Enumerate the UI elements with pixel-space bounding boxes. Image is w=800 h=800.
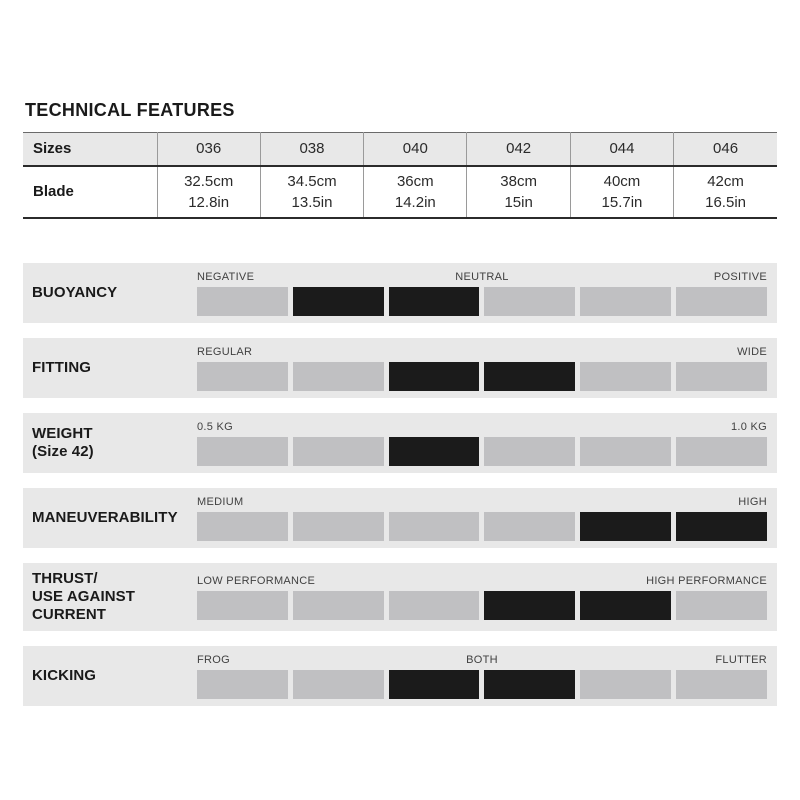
segment-empty <box>293 591 384 620</box>
segment-empty <box>676 362 767 391</box>
blade-row <box>23 166 777 218</box>
segment-empty <box>197 287 288 316</box>
size-cell: 042 <box>467 133 570 166</box>
scale-label-right: POSITIVE <box>713 270 767 283</box>
rating-bar <box>197 362 767 391</box>
blade-in: 13.5in <box>291 193 333 211</box>
segment-filled <box>484 591 575 620</box>
segment-filled <box>389 362 480 391</box>
scale-label-left: MEDIUM <box>197 495 244 508</box>
sizes-row <box>23 133 777 166</box>
blade-in: 16.5in <box>705 193 746 211</box>
size-cell: 046 <box>674 133 777 166</box>
scale-label-center: BOTH <box>466 653 498 666</box>
sizes-row-header: Sizes <box>23 133 157 166</box>
blade-cell <box>260 166 363 218</box>
scale-label-left: FROG <box>197 653 230 666</box>
segment-empty <box>389 591 480 620</box>
size-cell: 040 <box>364 133 467 166</box>
blade-in: 15in <box>504 193 533 211</box>
scale-label-left: LOW PERFORMANCE <box>197 574 316 587</box>
segment-filled <box>676 512 767 541</box>
blade-cell <box>364 166 467 218</box>
feature-row-fitting <box>23 338 777 398</box>
size-cell: 044 <box>570 133 673 166</box>
rating-bar <box>197 287 767 316</box>
segment-empty <box>676 591 767 620</box>
scale-label-left: 0.5 KG <box>197 420 234 433</box>
rating-bar <box>197 437 767 466</box>
segment-empty <box>293 670 384 699</box>
blade-cell <box>467 166 570 218</box>
feature-row-thrust <box>23 563 777 631</box>
segment-filled <box>484 362 575 391</box>
segment-empty <box>197 670 288 699</box>
feature-label: MANEUVERABILITY <box>32 508 178 526</box>
segment-empty <box>197 362 288 391</box>
segment-filled <box>484 670 575 699</box>
blade-row-header: Blade <box>23 166 157 218</box>
blade-cm: 34.5cm <box>287 172 337 190</box>
segment-filled <box>580 512 671 541</box>
segment-empty <box>389 512 480 541</box>
segment-filled <box>580 591 671 620</box>
feature-label: BUOYANCY <box>32 283 118 301</box>
blade-in: 12.8in <box>188 193 230 211</box>
segment-empty <box>293 362 384 391</box>
scale-label-right: 1.0 KG <box>730 420 767 433</box>
blade-in: 14.2in <box>394 193 436 211</box>
segment-filled <box>389 437 480 466</box>
segment-empty <box>484 287 575 316</box>
feature-label: WEIGHT (Size 42) <box>32 424 94 460</box>
scale-label-right: FLUTTER <box>715 653 767 666</box>
segment-empty <box>580 437 671 466</box>
page-title: TECHNICAL FEATURES <box>25 100 235 120</box>
feature-row-kicking <box>23 646 777 706</box>
segment-empty <box>197 437 288 466</box>
blade-in: 15.7in <box>601 193 643 211</box>
segment-empty <box>580 287 671 316</box>
blade-cm: 36cm <box>396 172 434 190</box>
segment-empty <box>676 670 767 699</box>
segment-empty <box>676 437 767 466</box>
size-cell: 036 <box>157 133 260 166</box>
size-cell: 038 <box>260 133 363 166</box>
segment-empty <box>293 512 384 541</box>
feature-row-maneuverability <box>23 488 777 548</box>
segment-empty <box>484 512 575 541</box>
segment-empty <box>197 512 288 541</box>
blade-cell <box>570 166 673 218</box>
size-table <box>23 132 777 219</box>
segment-empty <box>580 362 671 391</box>
scale-label-center: NEUTRAL <box>455 270 509 283</box>
blade-cm: 38cm <box>500 172 537 190</box>
scale-label-right: WIDE <box>737 345 767 358</box>
blade-cell <box>674 166 777 218</box>
blade-cm: 40cm <box>603 172 641 190</box>
scale-label-left: NEGATIVE <box>197 270 255 283</box>
segment-empty <box>293 437 384 466</box>
rating-bar <box>197 670 767 699</box>
feature-label: THRUST/ USE AGAINST CURRENT <box>32 569 136 623</box>
rating-bar <box>197 591 767 620</box>
feature-row-weight <box>23 413 777 473</box>
segment-empty <box>580 670 671 699</box>
feature-label: KICKING <box>32 666 97 684</box>
scale-label-right: HIGH PERFORMANCE <box>646 574 767 587</box>
feature-rows <box>23 263 777 706</box>
feature-label: FITTING <box>32 358 92 376</box>
feature-row-buoyancy <box>23 263 777 323</box>
blade-cm: 32.5cm <box>184 172 234 190</box>
segment-empty <box>484 437 575 466</box>
segment-filled <box>389 670 480 699</box>
segment-filled <box>293 287 384 316</box>
scale-label-left: REGULAR <box>197 345 253 358</box>
scale-label-right: HIGH <box>738 495 767 508</box>
blade-cell <box>157 166 260 218</box>
segment-filled <box>389 287 480 316</box>
segment-empty <box>676 287 767 316</box>
blade-cm: 42cm <box>707 172 744 190</box>
segment-empty <box>197 591 288 620</box>
rating-bar <box>197 512 767 541</box>
